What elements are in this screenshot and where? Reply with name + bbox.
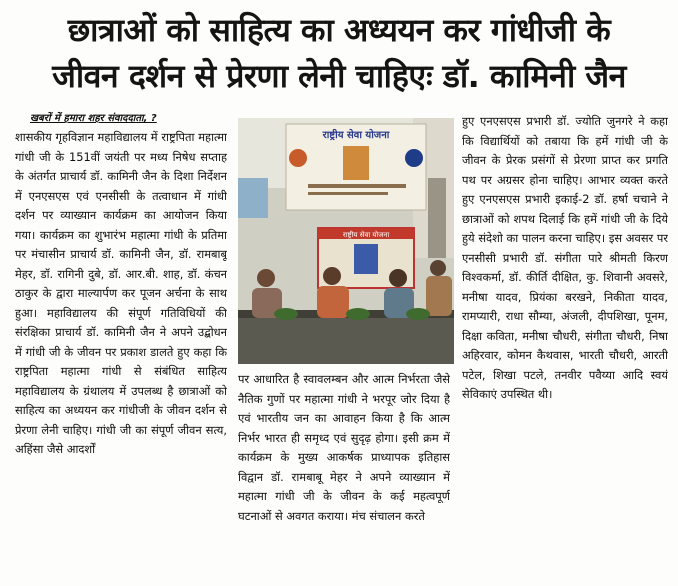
event-photo-illustration — [238, 118, 454, 364]
article-column-3: हुए एनएसएस प्रभारी डॉ. ज्योति जुनगरे ने कहा कि विद्यार्थियों को तबाया कि हमें गांधी जी के जीवन के प्रेरक प्रसंगों से प्रेरणा प्राप्त कर प्रगति पथ पर अग्रसर होना चाहिए। आभार व्यक्त करते हुए एनएसएस प्रभारी इकाई-2 डॉ. हर्षा चचाने ने छात्राओं को शपथ दिलाई कि हमें गांधी जी के दिये हुये संदेशो का पालन करना चाहिए। इस अवसर पर एनसीसी प्रभारी डॉ. संगीता पारे श्रीमती किरण विश्वकर्मा, डॉ. कीर्ति दीक्षित, कु. शिवानी अवसरे, मनीषा यादव, प्रियंका बरखने, निकीता यादव, रामप्यारी, राधा सौम्या, अंजली, दीपशिखा, पूनम, दिक्षा कविता, मनीषा चौधरी, संगीता चौधरी, निषा अहिरवार, कोमन कैथवास, भारती चौधरी, आरती पटेल, शिखा पटले, तनवीर पवैय्या आदि स्वयं सेविकाएं उपस्थित थी। — [462, 114, 668, 401]
banner-title: राष्ट्रीय सेवा योजना — [322, 130, 390, 141]
article-column-1: शासकीय गृहविज्ञान महाविद्यालय में राष्ट्रपिता महात्मा गांधी जी के 151वीं जयंती पर मध्य निषेध सप्ताह के अंतर्गत प्राचार्य डॉ. कामिनी जैन के दिशा निर्देशन में एनएसएस एवं एनसीसी के तत्वाधान में गांधी दर्शन पर व्याख्यान कार्यक्रम का आयोजन किया गया। कार्यक्रम का शुभारंभ महात्मा गांधी के प्रतिमा पर मंचासीन प्राचार्य डॉ. कामिनी जैन, डॉ. रामबाबू मेहर, डॉ. रागिनी दुबे, डॉ. आर.बी. शाह, डॉ. कंचन ठाकुर के द्वारा माल्यार्पण कर पूजन अर्चना के साथ हुआ। महाविद्यालय की संपूर्ण गतिविधियों की संरक्षिका प्राचार्य डॉ. कामिनी जैन ने अपने उद्बोधन में गांधी जी के जीवन पर प्रकाश डालते हुए कहा कि राष्ट्रपिता महात्मा गांधी से संबंधित साहित्य महाविद्यालय के ग्रंथालय में उपलब्ध है छात्राओं को साहित्य का अध्ययन कर गांधीजी के जीवन दर्शन से प्रेरणा लेनी चाहिए। गांधी जी का संपूर्ण जीवन सत्य, अहिंसा जैसे आदर्शों — [15, 130, 227, 456]
headline-line-1: छात्राओं को साहित्य का अध्ययन कर गांधीजी के — [67, 11, 611, 49]
banner2-title: राष्ट्रीय सेवा योजना — [342, 231, 390, 239]
byline: खबरों में हमारा शहर संवाददाता, ? — [30, 113, 157, 124]
headline-line-2: जीवन दर्शन से प्रेरणा लेनी चाहिएः डॉ. कामिनी जैन — [52, 57, 626, 95]
article-column-2: पर आधारित है स्वावलम्बन और आत्म निर्भरता जैसे नैतिक गुणों पर महात्मा गांधी ने भरपूर जोर दिया है एवं भारतीय जन का आवाहन किया है कि आत्म निर्भर भारत ही समृध्द एवं सुदृढ़ होगा। इसी क्रम में कार्यक्रम के मुख्य आकर्षक प्राध्यापक इतिहास विद्वान डॉ. रामबाबू मेहर ने अपने व्याख्यान में महात्मा गांधी जी के जीवन के कई महत्वपूर्ण घटनाओं से अवगत कराया। मंच संचालन करते — [238, 372, 450, 523]
event-photo — [238, 118, 454, 364]
